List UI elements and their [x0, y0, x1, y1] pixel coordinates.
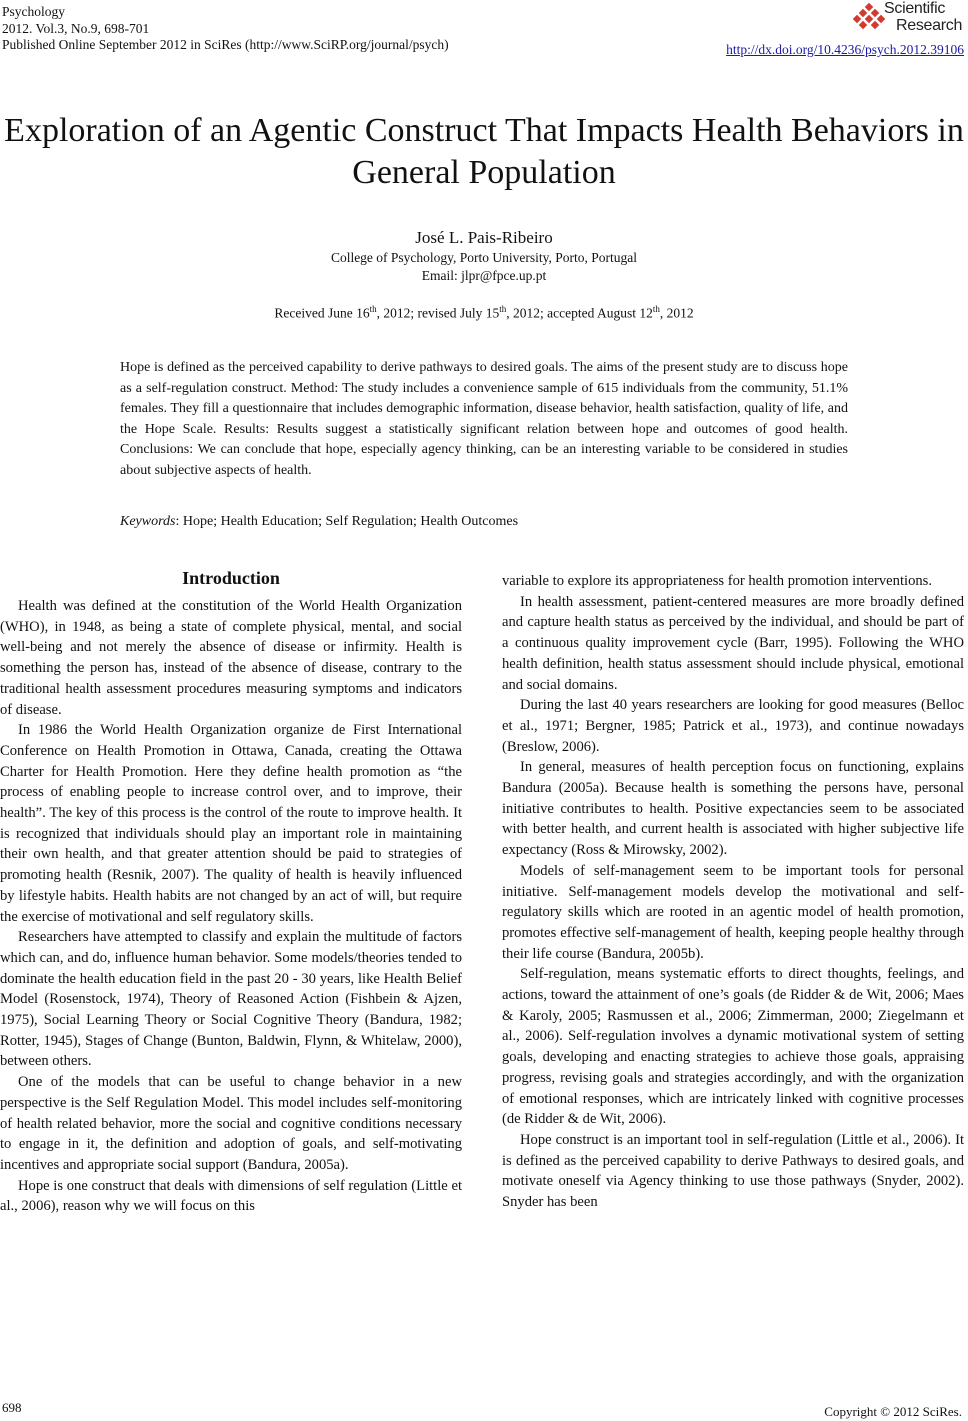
abstract: Hope is defined as the perceived capability to derive pathways to desired goals. The aims of the present study are to discuss hope as a self-regulation construct. Method: The study includes a convenience sample of 615 individuals from the community, 51.1% females. They fill a questionnaire that includes demographic information, disease behavior, health satisfaction, quality of life, and the Hope Scale. Results: Results suggest a statistically significant relation between hope and outcomes of good health. Conclusions: We can conclude that hope, especially agency thinking, can be an interesting variable to be considered in studies about subjective aspects of health.: [120, 360, 848, 478]
journal-header: [2, 4, 449, 54]
keywords-label: Keywords: [120, 514, 176, 529]
revised-text: , 2012; revised July 15: [376, 305, 500, 321]
keywords-list: : Hope; Health Education; Self Regulation; Health Outcomes: [175, 514, 519, 529]
article-title: Exploration of an Agentic Construct That Impacts Health Behaviors in General Population: [4, 112, 964, 191]
doi-link[interactable]: http://dx.doi.org/10.4236/psych.2012.39106: [726, 42, 964, 57]
accepted-year: , 2012: [659, 305, 694, 321]
publisher-logo: [852, 0, 962, 36]
paragraph: Hope construct is an important tool in self-regulation (Little et al., 2006). It is defined as the perceived capability to derive Pathways to desired goals, and motivate oneself via Agency thinking to use those pathways (Snyder, 2002). Snyder has been: [502, 1131, 964, 1211]
paragraph: variable to explore its appropriateness for health promotion interventions.: [502, 573, 932, 589]
author-affiliation: College of Psychology, Porto University, Porto, Portugal: [330, 250, 638, 265]
logo-word-1: Scientific: [884, 0, 946, 17]
paragraph: In general, measures of health perception focus on functioning, explains Bandura (2005a). Because health is something the persons have, personal initiative contributes to health. Positive expectancies seem to be associated with better health, and current health is associated with higher subjective life expectancy (Ross & Mirowsky, 2002).: [502, 759, 964, 859]
paragraph: Models of self-management seem to be important tools for personal initiative. Self-management models develop the motivational and self-regulatory skills which are rooted in an agentic model of health promotion, promotes effective self-management of health, keeping people healthy through their life course (Bandura, 2005b).: [502, 862, 964, 962]
page-number: 698: [2, 1400, 22, 1415]
keywords-line: [120, 514, 518, 530]
revised-sup: th: [499, 304, 507, 314]
author-email: Email: jlpr@fpce.up.pt: [421, 268, 547, 283]
paragraph: During the last 40 years researchers are looking for good measures (Belloc et al., 1971; Bergner, 1985; Patrick et al., 1973), and continue nowadays (Breslow, 2006).: [502, 697, 964, 755]
received-text: Received June 16: [274, 305, 370, 321]
received-dates: [0, 304, 968, 322]
copyright: Copyright © 2012 SciRes.: [824, 1404, 962, 1419]
logo-word-2: Research: [896, 17, 963, 34]
paragraph: Self-regulation, means systematic efforts to direct thoughts, feelings, and actions, toward the attainment of one’s goals (de Ridder & de Wit, 2006; Maes & Karoly, 2005; Rasmussen et al., 2006; Zimmerman, 2000; Ziegelmann et al., 2006). Self-regulation involves a dynamic motivational system of setting goals, developing and enacting strategies to achieve those goals, appraising progress, revising goals and strategies accordingly, and with the organization of emotional responses, which are intricately linked with cognitive processes (de Ridder & de Wit, 2006).: [502, 966, 964, 1128]
right-column: [502, 571, 964, 1213]
logo-dots-icon: [852, 2, 886, 34]
paragraph: One of the models that can be useful to change behavior in a new perspective is the Self Regulation Model. This model includes self-monitoring of health related behavior, more the social and cognitive conditions necessary to engage in it, the definition and adoption of goals, and self-motivating incentives and appropriate social support (Bandura, 2005a).: [0, 1074, 462, 1173]
left-column: [0, 567, 462, 1217]
paragraph: Researchers have attempted to classify and explain the multitude of factors which can, and do, influence human behavior. Some models/theories tended to dominate the health education field in the past 20 - 30 years, like Health Belief Model (Rosenstock, 1974), Theory of Reasoned Action (Fishbein & Ajzen, 1975), Social Learning Theory or Social Cognitive Theory (Bandura, 1982; Rotter, 1945), Stages of Change (Bunton, Baldwin, Flynn, & Whitelaw, 2000), between others.: [0, 929, 462, 1070]
journal-name: Psychology: [2, 4, 66, 19]
received-sup: th: [369, 304, 377, 314]
accepted-sup: th: [652, 304, 660, 314]
journal-volume: 2012. Vol.3, No.9, 698-701: [2, 20, 150, 36]
doi-line: [726, 42, 964, 58]
paragraph: Health was defined at the constitution of the World Health Organization (WHO), in 1948, as being a state of complete physical, mental, and social well-being and not merely the absence of disease or infirmity. Health is something the person has, instead of the absence of disease, contrary to the traditional health assessment procedures measuring symptoms and indicators of disease.: [0, 598, 462, 718]
publication-note: Published Online September 2012 in SciRes (http://www.SciRP.org/journal/psych): [2, 37, 449, 52]
author-name: José L. Pais-Ribeiro: [415, 228, 553, 247]
paragraph: In health assessment, patient-centered measures are more broadly defined and capture health status as perceived by the individual, and should be part of a continuous quality improvement cycle (Barr, 1995). Following the WHO health definition, health status assessment should include physical, emotional and social domains.: [502, 593, 964, 693]
accepted-text: , 2012; accepted August 12: [506, 305, 653, 321]
paragraph: Hope is one construct that deals with dimensions of self regulation (Little et al., 2006), reason why we will focus on this: [0, 1177, 462, 1215]
paragraph: In 1986 the World Health Organization organize de First International Conference on Health Promotion in Ottawa, Canada, creating the Ottawa Charter for Health Promotion. Here they define health promotion as “the process of enabling people to increase control over, and to improve, their health”. The key of this process is the control of the route to improve health. It is recognized that individuals should play an important role in maintaining their own health, and that greater attention should be paid to strategies of promoting health (Resnik, 2007). The quality of health is heavily influenced by lifestyle habits. Health habits are not changed by an act of will, but require the exercise of motivational and self regulatory skills.: [0, 722, 462, 925]
section-heading-introduction: Introduction: [182, 568, 280, 588]
